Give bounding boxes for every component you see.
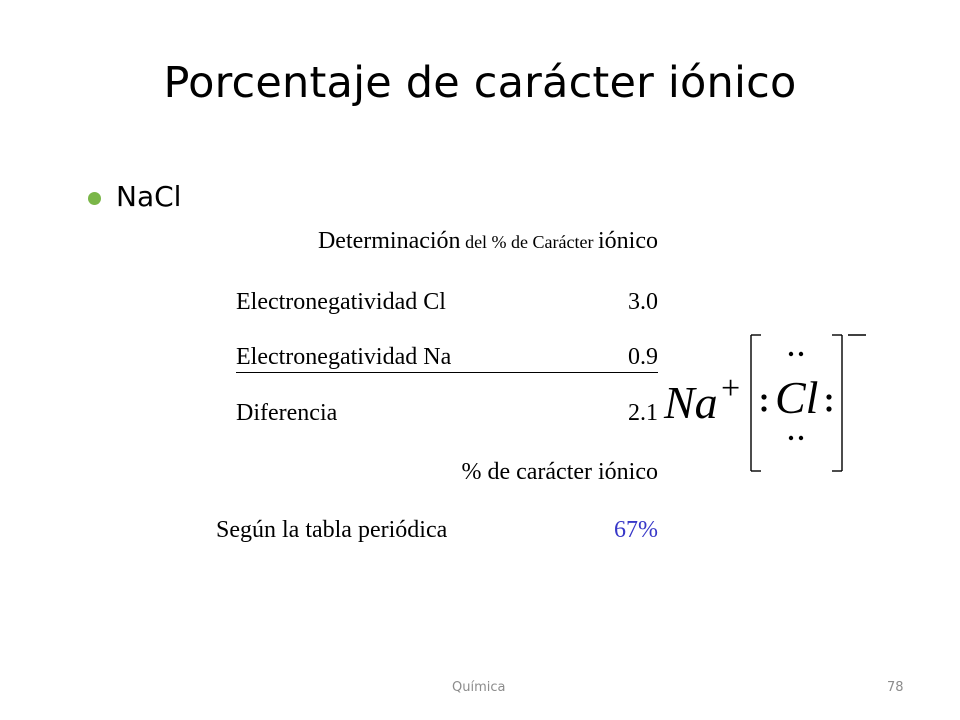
- chlorine-symbol: Cl: [775, 372, 819, 423]
- nacl-lewis-structure: [660, 325, 880, 475]
- row-value-difference: 2.1: [628, 400, 658, 426]
- bullet-dot-icon: [88, 192, 101, 205]
- row-value-na: 0.9: [628, 344, 658, 370]
- percent-ionic-label: % de carácter iónico: [461, 459, 658, 485]
- footer-subject: Química: [452, 680, 506, 695]
- heading-suffix: iónico: [598, 228, 658, 254]
- page-number: 78: [887, 680, 904, 695]
- heading-middle: del % de Carácter: [460, 232, 598, 252]
- table-heading: [318, 228, 658, 255]
- row-value-cl: 3.0: [628, 289, 658, 315]
- right-bracket: [832, 335, 842, 471]
- periodic-table-label: Según la tabla periódica: [216, 517, 448, 543]
- row-label-cl: Electronegatividad Cl: [236, 289, 446, 315]
- periodic-table-value: 67%: [614, 517, 658, 543]
- bullet-text: NaCl: [116, 180, 182, 213]
- heading-prefix: Determinación: [317, 228, 461, 254]
- left-bracket: [751, 335, 761, 471]
- slide-title: Porcentaje de carácter iónico: [163, 58, 797, 108]
- row-label-na: Electronegatividad Na: [236, 344, 452, 370]
- row-label-difference: Diferencia: [236, 400, 338, 426]
- sodium-charge: +: [721, 370, 741, 407]
- sodium-symbol: Na: [664, 377, 718, 428]
- subtraction-line: [236, 372, 658, 373]
